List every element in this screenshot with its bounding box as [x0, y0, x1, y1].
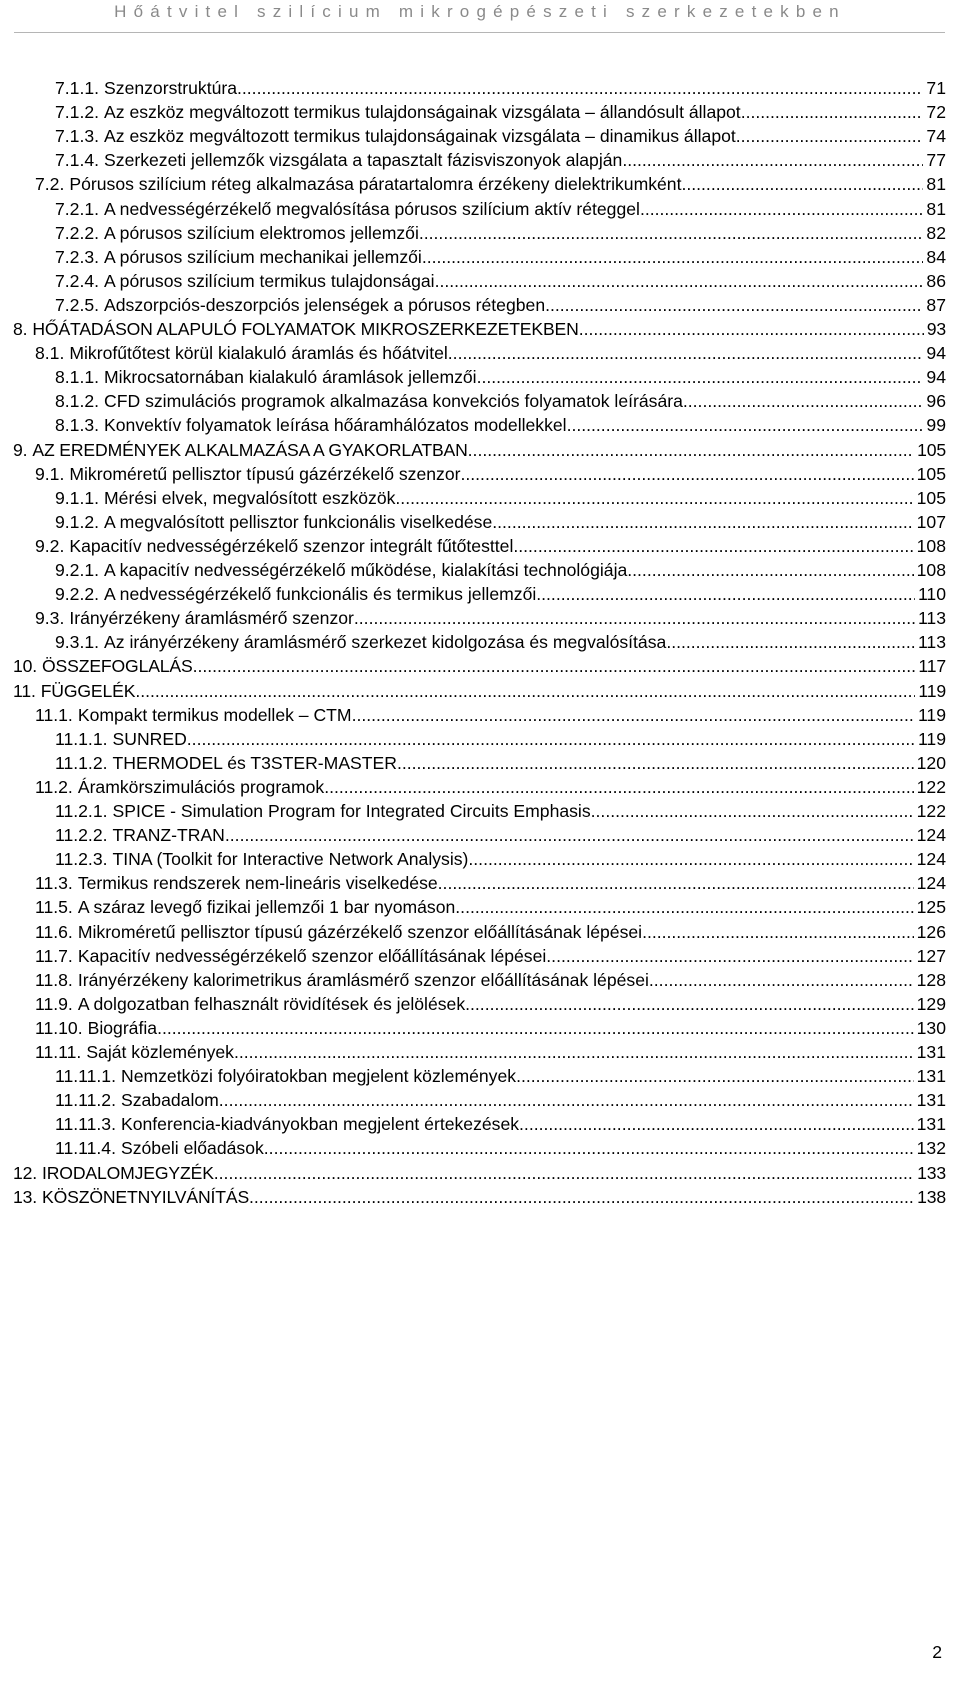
toc-dot-leader: [579, 317, 924, 341]
toc-entry-title: Mérési elvek, megvalósított eszközök: [104, 487, 396, 508]
toc-entry-number: 7.1.4.: [55, 150, 100, 171]
toc-dot-leader: [354, 606, 915, 630]
toc-entry-title: AZ EREDMÉNYEK ALKALMAZÁSA A GYAKORLATBAN: [32, 439, 468, 460]
toc-entry-number: 8.1.1.: [55, 367, 100, 388]
toc-entry-page: 133: [917, 1162, 946, 1183]
toc-entry-title: Szerkezeti jellemzők vizsgálata a tapasztalt fázisviszonyok alapján: [104, 150, 623, 171]
toc-dot-leader: [157, 1016, 914, 1040]
toc-entry[interactable]: [35, 606, 946, 630]
toc-dot-leader: [352, 703, 915, 727]
toc-entry-page: 81: [926, 174, 946, 195]
toc-entry-page: 105: [916, 487, 946, 508]
toc-entry-number: 7.1.2.: [55, 102, 100, 123]
toc-entry-title: Az eszköz megváltozott termikus tulajdonságainak vizsgálata – állandósult állapot: [104, 102, 741, 123]
toc-entry-title: A száraz levegő fizikai jellemzői 1 bar nyomáson: [77, 897, 456, 918]
toc-dot-leader: [741, 100, 924, 124]
toc-entry-number: 7.2.3.: [55, 246, 100, 267]
toc-entry-number: 7.2.: [35, 174, 65, 195]
toc-entry-page: 125: [916, 897, 946, 918]
toc-entry-title: Pórusos szilícium réteg alkalmazása páratartalomra érzékeny dielektrikumként: [69, 174, 682, 195]
toc-dot-leader: [187, 727, 915, 751]
toc-dot-leader: [324, 775, 913, 799]
toc-entry-number: 9.2.2.: [55, 584, 100, 605]
toc-entry[interactable]: [55, 751, 946, 775]
toc-entry-number: 9.3.: [35, 608, 65, 629]
toc-entry-number: 9.2.: [35, 535, 65, 556]
toc-entry-title: Kompakt termikus modellek – CTM: [77, 704, 352, 725]
toc-entry[interactable]: [13, 679, 946, 703]
toc-dot-leader: [683, 389, 924, 413]
toc-entry-title: Áramkörszimulációs programok: [77, 776, 325, 797]
toc-dot-leader: [264, 1136, 914, 1160]
toc-entry-title: TINA (Toolkit for Interactive Network Analysis): [112, 849, 469, 870]
toc-entry[interactable]: [13, 1185, 946, 1209]
toc-entry-number: 11.6.: [35, 921, 73, 942]
toc-dot-leader: [642, 920, 914, 944]
toc-entry[interactable]: [55, 1088, 946, 1112]
toc-entry[interactable]: [55, 100, 946, 124]
toc-entry-page: 129: [916, 993, 946, 1014]
toc-entry-title: Irányérzékeny áramlásmérő szenzor: [69, 608, 354, 629]
toc-entry-number: 7.2.4.: [55, 270, 100, 291]
toc-entry-page: 108: [916, 560, 946, 580]
toc-entry-title: Kapacitív nedvességérzékelő szenzor előállításának lépései: [77, 945, 547, 966]
toc-entry[interactable]: [35, 944, 946, 968]
toc-entry-title: HŐÁTADÁSON ALAPULÓ FOLYAMATOK MIKROSZERKEZETEKBEN: [32, 319, 579, 339]
toc-entry-number: 11.3.: [35, 873, 73, 894]
toc-entry-page: 131: [916, 1114, 946, 1135]
toc-entry[interactable]: [13, 438, 946, 462]
toc-entry-page: 71: [926, 78, 946, 98]
toc-entry-page: 124: [916, 873, 946, 894]
toc-entry[interactable]: [55, 197, 946, 221]
toc-entry-page: 105: [917, 439, 946, 460]
toc-dot-leader: [545, 293, 923, 317]
toc-entry[interactable]: [55, 124, 946, 148]
toc-dot-leader: [627, 558, 913, 582]
toc-entry[interactable]: [35, 1040, 946, 1064]
toc-dot-leader: [519, 1112, 914, 1136]
toc-dot-leader: [465, 992, 914, 1016]
toc-dot-leader: [422, 245, 924, 269]
toc-entry-page: 120: [916, 752, 946, 773]
toc-dot-leader: [640, 197, 923, 221]
toc-entry[interactable]: [55, 1136, 946, 1160]
toc-entry[interactable]: [13, 1161, 946, 1185]
toc-dot-leader: [546, 944, 913, 968]
running-header: Hőátvitel szilícium mikrogépészeti szerkezetekben: [114, 2, 846, 21]
toc-entry[interactable]: [55, 389, 946, 413]
toc-entry-number: 11.2.2.: [55, 825, 108, 846]
toc-entry-number: 11.11.4.: [55, 1138, 116, 1159]
toc-entry-page: 131: [916, 1042, 946, 1062]
toc-entry[interactable]: [35, 895, 946, 919]
toc-dot-leader: [448, 341, 924, 365]
toc-entry-title: KÖSZÖNETNYILVÁNÍTÁS: [42, 1186, 250, 1207]
toc-dot-leader: [468, 438, 914, 462]
toc-entry[interactable]: [55, 76, 946, 100]
toc-entry-title: Biográfia: [87, 1017, 158, 1038]
toc-entry[interactable]: [35, 534, 946, 558]
toc-entry-page: 138: [917, 1186, 946, 1207]
toc-entry-number: 11.: [13, 680, 36, 701]
toc-entry-title: Termikus rendszerek nem-lineáris viselkedése: [77, 873, 438, 894]
toc-entry-number: 7.2.1.: [55, 198, 100, 219]
toc-entry-title: SUNRED: [112, 728, 187, 749]
toc-entry-title: A nedvességérzékelő funkcionális és termikus jellemzői: [104, 584, 537, 605]
toc-entry-number: 11.1.: [35, 704, 73, 725]
toc-entry[interactable]: [55, 510, 946, 534]
toc-entry-number: 9.1.: [35, 463, 65, 484]
toc-entry-number: 11.11.: [35, 1042, 82, 1062]
toc-entry-number: 8.1.2.: [55, 391, 100, 412]
toc-entry[interactable]: [35, 992, 946, 1016]
toc-dot-leader: [435, 269, 924, 293]
toc-entry[interactable]: [55, 727, 946, 751]
toc-entry-page: 81: [926, 198, 946, 219]
toc-entry[interactable]: [55, 558, 946, 582]
toc-entry-page: 87: [926, 294, 946, 315]
toc-entry-page: 124: [916, 825, 946, 846]
toc-entry-page: 128: [916, 969, 946, 990]
toc-entry-page: 113: [917, 608, 946, 629]
toc-entry[interactable]: [35, 172, 946, 196]
toc-entry-title: Kapacitív nedvességérzékelő szenzor integrált fűtőtesttel: [69, 535, 514, 556]
toc-entry-number: 12.: [13, 1162, 38, 1183]
toc-entry[interactable]: [55, 847, 946, 871]
toc-entry-number: 11.11.2.: [55, 1090, 116, 1111]
toc-entry-page: 126: [916, 921, 946, 942]
toc-entry-page: 82: [926, 222, 946, 243]
toc-entry[interactable]: [55, 630, 946, 654]
toc-entry-page: 132: [916, 1138, 946, 1159]
toc-entry-number: 8.1.: [35, 343, 65, 364]
toc-entry[interactable]: [35, 1016, 946, 1040]
toc-entry-page: 127: [916, 945, 946, 966]
toc-entry-page: 110: [917, 584, 946, 605]
toc-dot-leader: [455, 895, 913, 919]
toc-dot-leader: [214, 1161, 914, 1185]
toc-dot-leader: [395, 486, 913, 510]
toc-entry-number: 11.2.3.: [55, 849, 108, 870]
toc-entry[interactable]: [55, 486, 946, 510]
toc-dot-leader: [477, 365, 924, 389]
toc-dot-leader: [591, 799, 914, 823]
toc-dot-leader: [492, 510, 913, 534]
header-divider: [14, 32, 945, 33]
toc-entry[interactable]: [55, 1112, 946, 1136]
toc-dot-leader: [622, 148, 923, 172]
toc-entry-title: THERMODEL és T3STER-MASTER: [112, 752, 397, 773]
toc-entry-page: 94: [926, 343, 946, 364]
toc-entry-title: FÜGGELÉK: [40, 680, 136, 701]
toc-entry-title: A pórusos szilícium termikus tulajdonságai: [104, 270, 435, 291]
page-number: 2: [932, 1642, 942, 1662]
toc-entry-title: Szabadalom: [120, 1090, 219, 1111]
toc-dot-leader: [438, 871, 914, 895]
toc-entry-title: Adszorpciós-deszorpciós jelenségek a pórusos rétegben: [104, 294, 546, 315]
toc-entry[interactable]: [55, 799, 946, 823]
toc-dot-leader: [468, 847, 913, 871]
toc-entry-page: 72: [926, 102, 946, 123]
toc-entry[interactable]: [55, 221, 946, 245]
toc-dot-leader: [234, 1040, 914, 1064]
toc-dot-leader: [397, 751, 914, 775]
toc-entry[interactable]: [35, 871, 946, 895]
toc-entry[interactable]: [35, 920, 946, 944]
toc-entry-title: Konvektív folyamatok leírása hőáramhálózatos modellekkel: [104, 415, 567, 436]
toc-entry-title: Szóbeli előadások: [120, 1138, 264, 1159]
toc-dot-leader: [249, 1185, 914, 1209]
toc-entry-title: Nemzetközi folyóiratokban megjelent közlemények: [120, 1066, 517, 1087]
toc-entry-number: 11.9.: [35, 993, 73, 1014]
toc-entry-page: 131: [916, 1090, 946, 1111]
toc-dot-leader: [649, 968, 914, 992]
toc-dot-leader: [567, 413, 924, 437]
toc-entry-page: 122: [916, 801, 946, 821]
toc-dot-leader: [666, 630, 915, 654]
toc-entry-title: A nedvességérzékelő megvalósítása pórusos szilícium aktív réteggel: [104, 198, 640, 219]
toc-entry-title: CFD szimulációs programok alkalmazása konvekciós folyamatok leírására: [104, 391, 683, 412]
toc-entry-page: 122: [916, 776, 946, 797]
toc-entry-title: Az irányérzékeny áramlásmérő szerkezet kidolgozása és megvalósítása: [104, 632, 667, 653]
toc-entry-page: 105: [916, 463, 946, 484]
toc-entry-number: 9.: [13, 439, 28, 460]
toc-entry-number: 11.7.: [35, 945, 73, 966]
toc-entry-page: 119: [917, 728, 946, 749]
toc-entry-title: SPICE - Simulation Program for Integrated Circuits Emphasis: [112, 801, 591, 821]
toc-entry[interactable]: [55, 148, 946, 172]
toc-entry-page: 74: [926, 126, 946, 147]
toc-dot-leader: [135, 679, 915, 703]
toc-dot-leader: [513, 534, 913, 558]
toc-dot-leader: [419, 221, 924, 245]
toc-entry-title: A dolgozatban felhasznált rövidítések és jelölések: [77, 993, 466, 1014]
toc-entry[interactable]: [55, 293, 946, 317]
toc-entry-number: 11.11.3.: [55, 1114, 116, 1135]
toc-entry-page: 84: [926, 246, 946, 267]
toc-entry[interactable]: [35, 462, 946, 486]
toc-entry-title: ÖSSZEFOGLALÁS: [42, 656, 193, 677]
toc-dot-leader: [237, 76, 923, 100]
toc-entry-title: Mikrocsatornában kialakuló áramlások jellemzői: [104, 367, 477, 388]
toc-entry-title: A megvalósított pellisztor funkcionális viselkedése: [104, 511, 493, 532]
toc-entry-number: 9.3.1.: [55, 632, 100, 653]
toc-entry-title: Mikrofűtőtest körül kialakuló áramlás és hőátvitel: [69, 343, 448, 364]
toc-entry-title: Az eszköz megváltozott termikus tulajdonságainak vizsgálata – dinamikus állapot: [104, 126, 736, 147]
toc-dot-leader: [681, 172, 923, 196]
toc-entry-number: 9.2.1.: [55, 560, 100, 580]
toc-entry[interactable]: [55, 582, 946, 606]
toc-entry-title: A pórusos szilícium elektromos jellemzői: [104, 222, 419, 243]
toc-entry-page: 107: [916, 511, 946, 532]
toc-entry-number: 11.1.2.: [55, 752, 108, 773]
toc-entry-number: 7.2.2.: [55, 222, 100, 243]
toc-entry[interactable]: [13, 317, 946, 341]
toc-entry-number: 7.1.1.: [55, 78, 100, 98]
toc-entry-page: 113: [917, 632, 946, 653]
toc-entry-title: Saját közlemények: [86, 1042, 234, 1062]
toc-entry[interactable]: [55, 823, 946, 847]
toc-dot-leader: [736, 124, 924, 148]
toc-entry-page: 131: [916, 1066, 946, 1087]
toc-entry-number: 11.2.: [35, 776, 73, 797]
toc-dot-leader: [219, 1088, 914, 1112]
toc-entry-page: 124: [916, 849, 946, 870]
toc-dot-leader: [193, 654, 916, 678]
toc-entry-number: 9.1.1.: [55, 487, 100, 508]
toc-entry-title: A pórusos szilícium mechanikai jellemzői: [104, 246, 422, 267]
toc-entry-number: 8.1.3.: [55, 415, 100, 436]
toc-dot-leader: [516, 1064, 914, 1088]
toc-entry-page: 86: [926, 270, 946, 291]
toc-entry-number: 11.8.: [35, 969, 73, 990]
toc-entry[interactable]: [35, 968, 946, 992]
toc-entry-page: 94: [926, 367, 946, 388]
toc-entry-page: 117: [918, 656, 946, 677]
toc-entry[interactable]: [35, 341, 946, 365]
toc-entry[interactable]: [55, 365, 946, 389]
toc-entry-number: 10.: [13, 656, 38, 677]
toc-entry-number: 13.: [13, 1186, 38, 1207]
toc-dot-leader: [536, 582, 915, 606]
toc-entry-title: A kapacitív nedvességérzékelő működése, kialakítási technológiája: [104, 560, 628, 580]
toc-entry-number: 11.2.1.: [55, 801, 108, 821]
toc-entry-number: 7.1.3.: [55, 126, 100, 147]
toc-entry[interactable]: [55, 245, 946, 269]
toc-entry-page: 96: [926, 391, 946, 412]
toc-entry-page: 93: [926, 319, 946, 339]
toc-entry[interactable]: [55, 1064, 946, 1088]
toc-entry-number: 7.2.5.: [55, 294, 100, 315]
toc-entry-page: 108: [916, 535, 946, 556]
toc-entry-number: 11.10.: [35, 1017, 83, 1038]
toc-entry[interactable]: [55, 269, 946, 293]
toc-entry-title: Szenzorstruktúra: [104, 78, 238, 98]
toc-entry-title: Mikroméretű pellisztor típusú gázérzékelő szenzor: [69, 463, 461, 484]
toc-dot-leader: [225, 823, 914, 847]
toc-entry-title: Konferencia-kiadványokban megjelent értekezések: [120, 1114, 520, 1135]
toc-entry-page: 119: [918, 680, 946, 701]
toc-dot-leader: [461, 462, 914, 486]
toc-entry-number: 11.1.1.: [55, 728, 108, 749]
toc-entry[interactable]: [13, 654, 946, 678]
toc-entry-page: 99: [926, 415, 946, 436]
toc-entry-title: TRANZ-TRAN: [112, 825, 225, 846]
toc-entry-number: 8.: [13, 319, 28, 339]
toc-entry-title: Irányérzékeny kalorimetrikus áramlásmérő szenzor előállításának lépései: [77, 969, 649, 990]
toc-entry-title: Mikroméretű pellisztor típusú gázérzékelő szenzor előállításának lépései: [77, 921, 643, 942]
toc-entry-page: 77: [926, 150, 946, 171]
toc-entry[interactable]: [35, 703, 946, 727]
toc-entry-number: 11.5.: [35, 897, 73, 918]
toc-entry[interactable]: [35, 775, 946, 799]
toc-entry-number: 11.11.1.: [55, 1066, 116, 1087]
toc-entry-number: 9.1.2.: [55, 511, 100, 532]
toc-entry-page: 119: [917, 704, 946, 725]
toc-entry-page: 130: [916, 1017, 946, 1038]
toc-entry-title: IRODALOMJEGYZÉK: [42, 1162, 214, 1183]
toc-entry[interactable]: [55, 413, 946, 437]
